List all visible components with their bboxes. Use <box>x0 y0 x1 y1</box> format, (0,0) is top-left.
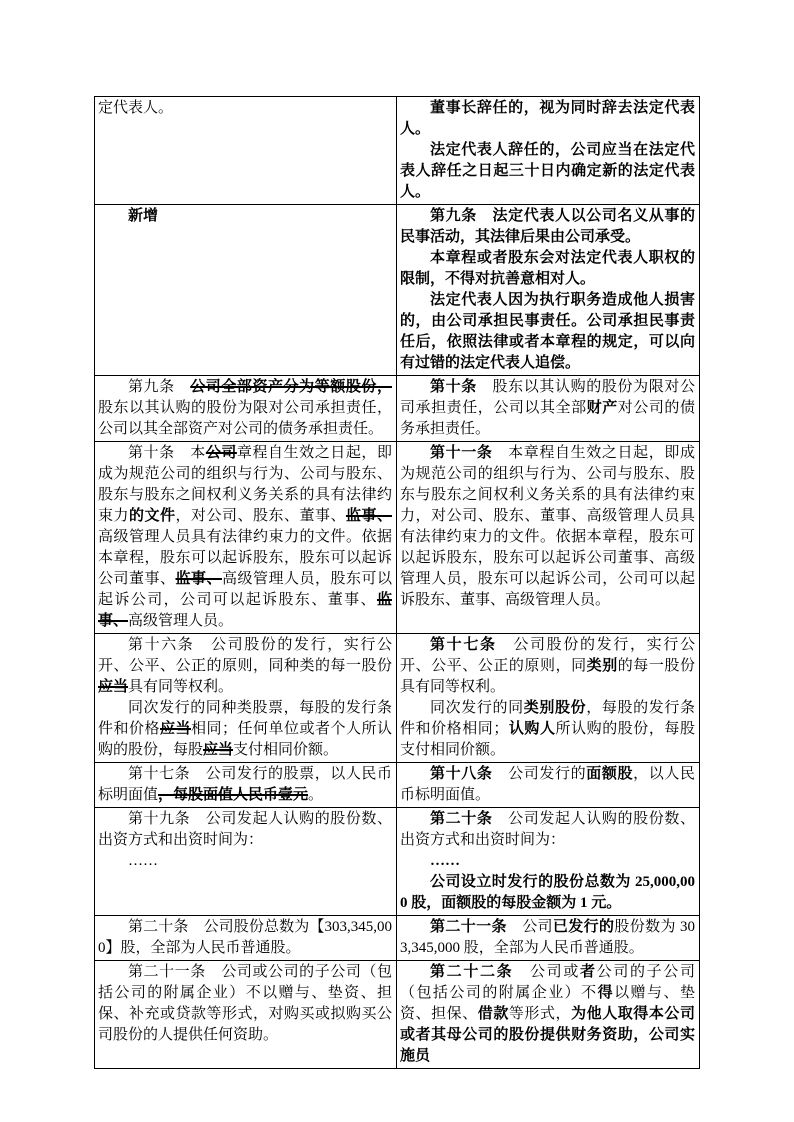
text-run: 法定代表人因为执行职务造成他人损害的，由公司承担民事责任。公司承担民事责任后，依照法律或者本章程的规定，可以向有过错的法定代表人追偿。 <box>400 292 695 371</box>
text-run: ，以人民币标明面值。 <box>400 766 695 803</box>
table-cell-old-text <box>95 442 397 633</box>
text-run: 第十八条 <box>430 766 493 782</box>
text-run: 第十一条 <box>430 445 493 461</box>
text-run: 章程自生效之日起，即成为规范公司的组织与行为、公司与股东、股东与股东之间权利义务关系的具有法律约束力 <box>98 445 392 524</box>
text-run: 第十七条 公司发行的股票，以人民币标明面值 <box>98 766 392 803</box>
table-cell-old-text <box>95 961 397 1068</box>
table-cell-new-text <box>397 442 699 633</box>
text-run: 借款 <box>477 1006 509 1022</box>
text-run: 应当 <box>160 721 191 737</box>
table-row <box>95 376 699 442</box>
table-cell-new-text <box>397 916 699 960</box>
text-run: 第二十一条 <box>430 919 507 935</box>
text-run: 公司设立时发行的股份总数为 25,000,000 股，面额股的每股金额为 1 元。 <box>400 874 695 911</box>
text-run: 高级管理人员，股东可以起诉公司，公司可以起诉股东、董事、 <box>98 571 392 608</box>
table-row <box>95 442 699 634</box>
table-cell-new-text <box>397 205 699 375</box>
text-run: 第十条 本 <box>128 445 206 461</box>
paragraph <box>98 698 392 761</box>
text-run: 为他人取得本公司或者其母公司的股份提供财务资助，公司实施员 <box>400 1006 695 1064</box>
text-run: 所认购的股份，每股支付相同价额。 <box>400 721 695 758</box>
text-run: 第二十一条 公司或公司的子公司（包括公司的附属企业）不以赠与、垫资、担保、补充或贷款等形式，对购买或拟购买公司股份的人提供任何资助。 <box>98 964 392 1043</box>
text-run: 监事、 <box>98 592 392 629</box>
table-row <box>95 916 699 961</box>
paragraph <box>400 635 695 698</box>
table-row <box>95 808 699 916</box>
table-cell-new-text <box>397 961 699 1068</box>
text-run: 财产 <box>586 400 618 416</box>
text-run: 第十七条 <box>430 637 497 653</box>
paragraph <box>400 872 695 914</box>
text-run: 者 <box>579 964 597 980</box>
paragraph <box>98 917 392 959</box>
paragraph <box>400 206 695 248</box>
table-cell-old-text <box>95 376 397 441</box>
text-run: 对公司的债务承担责任。 <box>400 400 695 437</box>
text-run: 股份数为 303,345,000 股，全部为人民币普通股。 <box>400 919 695 956</box>
text-run: 第二十条 公司股份总数为【303,345,000】股，全部为人民币普通股。 <box>98 919 392 956</box>
paragraph <box>400 443 695 611</box>
paragraph <box>98 635 392 698</box>
table-cell-old-text <box>95 97 397 204</box>
table-cell-new-text <box>397 808 699 915</box>
text-run: 高级管理人员。 <box>128 613 234 629</box>
text-run: 的文件 <box>129 508 176 524</box>
text-run: 本章程自生效之日起，即成为规范公司的组织与行为、公司与股东、股东与股东之间权利义务关系的具有法律约束力，对公司、股东、董事、高级管理人员具有法律约束力的文件。依据本章程，股东可以起诉股东，股东可以起诉公司董事、高级管理人员，股东可以起诉公司，公司可以起诉股东、董事、高级管理人员。 <box>400 445 695 608</box>
text-run: 新增 <box>128 208 159 224</box>
text-run: 以赠与、垫资、担保、 <box>400 985 695 1022</box>
table-row <box>95 763 699 808</box>
text-run: 董事长辞任的，视为同时辞去法定代表人。 <box>400 100 695 137</box>
text-run: 第十九条 公司发起人认购的股份数、出资方式和出资时间为： <box>98 811 392 848</box>
text-run: 认购人 <box>508 721 556 737</box>
text-run: 监事、 <box>175 571 222 587</box>
text-run: 法定代表人辞任的，公司应当在法定代表人辞任之日起三十日内确定新的法定代表人。 <box>400 142 695 200</box>
text-run: 第二十二条 <box>430 964 514 980</box>
paragraph <box>98 764 392 806</box>
paragraph <box>400 698 695 761</box>
paragraph <box>98 962 392 1046</box>
paragraph <box>400 377 695 440</box>
paragraph <box>98 809 392 851</box>
text-run: 公司全部资产分为等额股份， <box>190 379 392 395</box>
text-run: 公司发行的 <box>492 766 587 782</box>
paragraph <box>400 140 695 203</box>
text-run: 类别股份 <box>523 700 587 716</box>
text-run: 第十条 <box>430 379 477 395</box>
text-run: 本章程或者股东会对法定代表人职权的限制，不得对抗善意相对人。 <box>400 250 695 287</box>
text-run: 等形式， <box>508 1006 572 1022</box>
text-run: 。 <box>308 787 324 803</box>
text-run: 定代表人。 <box>98 100 174 116</box>
table-cell-new-text <box>397 97 699 204</box>
paragraph <box>98 377 392 440</box>
text-run: ，对公司、股东、董事、 <box>175 508 346 524</box>
text-run: …… <box>128 853 158 869</box>
paragraph <box>400 290 695 374</box>
table-cell-old-text <box>95 808 397 915</box>
paragraph <box>400 917 695 959</box>
text-run: 公司股份的发行，实行公开、公平、公正的原则，同 <box>400 637 695 674</box>
table-cell-new-text <box>397 376 699 441</box>
paragraph <box>98 851 392 872</box>
text-run: 高级管理人员具有法律约束力的文件。依据本章程，股东可以起诉股东，股东可以起诉公司董事、 <box>98 529 392 587</box>
table-cell-old-text <box>95 916 397 960</box>
paragraph <box>98 98 392 119</box>
paragraph <box>98 206 392 227</box>
table-row <box>95 97 699 205</box>
text-run: 得 <box>597 985 615 1001</box>
text-run: 同次发行的同 <box>430 700 524 716</box>
table-cell-old-text <box>95 763 397 807</box>
paragraph <box>400 809 695 851</box>
table-cell-new-text <box>397 763 699 807</box>
paragraph <box>400 962 695 1067</box>
text-run: 监事、 <box>345 508 392 524</box>
text-run: 股东以其认购的股份为限对公司承担责任，公司以其全部 <box>400 379 695 416</box>
text-run: 公司的子公司（包括公司的附属企业）不 <box>400 964 695 1001</box>
text-run: 的每一股份具有同等权利。 <box>400 658 695 695</box>
paragraph <box>400 98 695 140</box>
table-row <box>95 961 699 1068</box>
text-run: 公司或 <box>513 964 580 980</box>
text-run: 相同；任何单位或者个人所认购的股份，每股 <box>98 721 392 758</box>
text-run: 公司 <box>506 919 553 935</box>
text-run: 公司 <box>205 445 237 461</box>
table-cell-old-text <box>95 205 397 375</box>
text-run: 第十六条 公司股份的发行，实行公开、公平、公正的原则，同种类的每一股份 <box>98 637 392 674</box>
paragraph <box>400 248 695 290</box>
text-run: 应当 <box>98 679 129 695</box>
text-run: 具有同等权利。 <box>128 679 234 695</box>
paragraph <box>98 443 392 632</box>
text-run: 第九条 法定代表人以公司名义从事的民事活动，其法律后果由公司承受。 <box>400 208 695 245</box>
table-row <box>95 205 699 376</box>
text-run: 第二十条 <box>430 811 493 827</box>
paragraph <box>400 851 695 872</box>
text-run: 类别 <box>586 658 618 674</box>
paragraph <box>400 764 695 806</box>
text-run: …… <box>430 853 460 869</box>
text-run: 应当 <box>203 742 234 758</box>
text-run: 已发行的 <box>552 919 615 935</box>
text-run: 支付相同价额。 <box>233 742 339 758</box>
text-run: 公司发起人认购的股份数、出资方式和出资时间为： <box>400 811 695 848</box>
text-run: ，每股的发行条件和价格相同； <box>400 700 695 737</box>
text-run: 同次发行的同种类股票，每股的发行条件和价格 <box>98 700 392 737</box>
text-run: 面额股 <box>586 766 634 782</box>
text-run: 第九条 <box>128 379 191 395</box>
table-cell-old-text <box>95 634 397 762</box>
text-run: 股东以其认购的股份为限对公司承担责任，公司以其全部资产对公司的债务承担责任。 <box>98 400 392 437</box>
table-row <box>95 634 699 763</box>
comparison-table <box>94 96 700 1069</box>
table-cell-new-text <box>397 634 699 762</box>
text-run: ，每股面值人民币壹元 <box>158 787 309 803</box>
